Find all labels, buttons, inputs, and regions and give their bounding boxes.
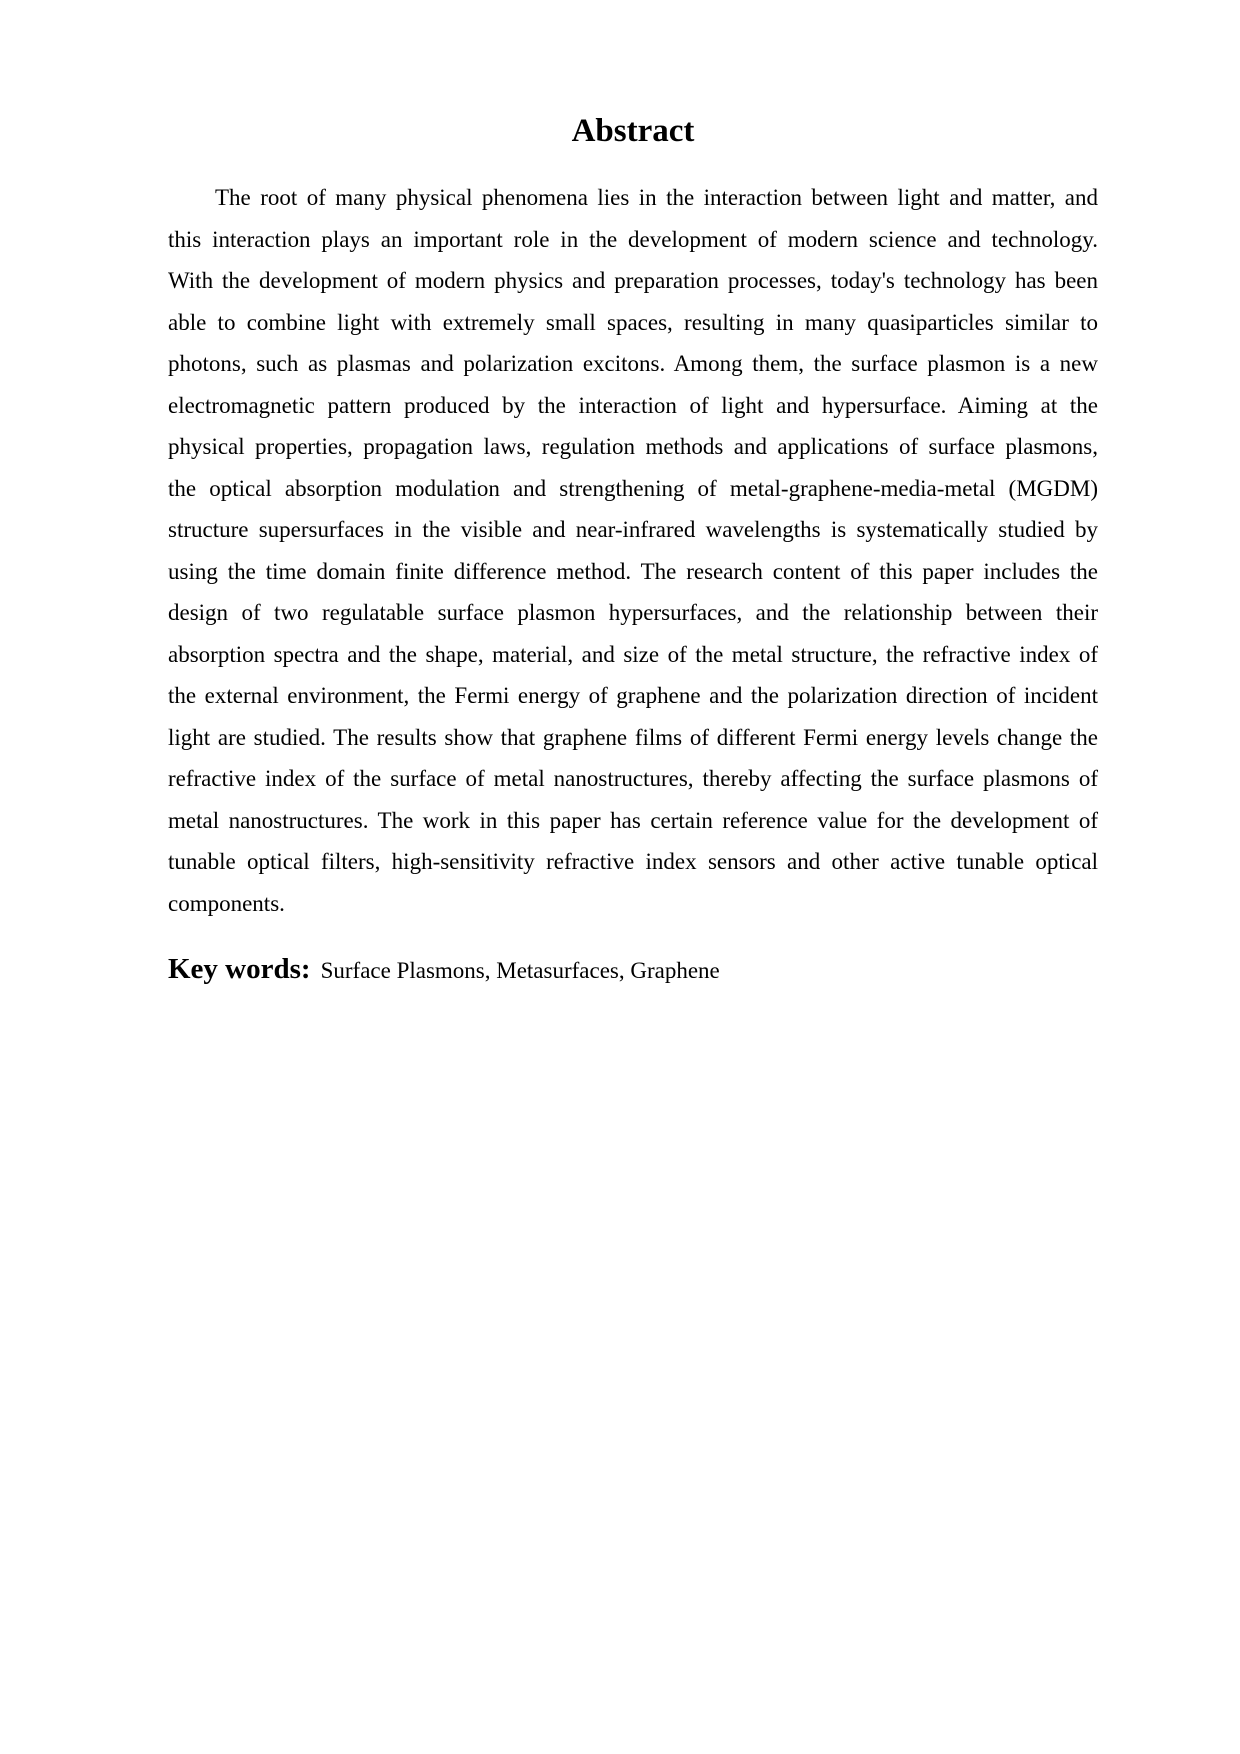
- paragraph-line: this interaction plays an important role in the development of modern science and technology.: [168, 226, 1098, 252]
- paragraph-line: design of two regulatable surface plasmon hypersurfaces, and the relationship between their: [168, 600, 1098, 625]
- paragraph-line: light are studied. The results show that graphene films of different Fermi energy levels change the: [168, 724, 1098, 750]
- paragraph-line: the external environment, the Fermi energy of graphene and the polarization direction of incident: [168, 683, 1098, 708]
- paragraph-line: With the development of modern physics and preparation processes, today's technology has been: [168, 268, 1098, 293]
- page-title: Abstract: [571, 113, 695, 149]
- paragraph-line: using the time domain finite difference method. The research content of this paper includes the: [168, 558, 1098, 584]
- paragraph-line: The root of many physical phenomena lies in the interaction between light and matter, and: [215, 185, 1098, 210]
- keywords-label: Key words:: [168, 953, 311, 985]
- paragraph-line: components.: [168, 890, 285, 916]
- keywords-line: [168, 948, 1098, 992]
- abstract-paragraph: [168, 177, 1098, 924]
- paragraph-line: tunable optical filters, high-sensitivity refractive index sensors and other active tunable optical: [168, 849, 1098, 874]
- keywords-text: Surface Plasmons, Metasurfaces, Graphene: [320, 958, 720, 983]
- paragraph-line: able to combine light with extremely small spaces, resulting in many quasiparticles similar to: [168, 309, 1098, 335]
- paragraph-line: the optical absorption modulation and strengthening of metal-graphene-media-metal (MGDM): [168, 475, 1098, 501]
- paragraph-line: refractive index of the surface of metal nanostructures, thereby affecting the surface plasmons of: [168, 766, 1098, 791]
- paragraph-line: metal nanostructures. The work in this paper has certain reference value for the development of: [168, 807, 1098, 833]
- paragraph-line: physical properties, propagation laws, regulation methods and applications of surface plasmons,: [168, 434, 1098, 459]
- paragraph-line: structure supersurfaces in the visible and near-infrared wavelengths is systematically studied by: [168, 517, 1098, 542]
- paragraph-line: electromagnetic pattern produced by the interaction of light and hypersurface. Aiming at the: [168, 392, 1098, 418]
- paragraph-line: photons, such as plasmas and polarization excitons. Among them, the surface plasmon is a new: [168, 351, 1098, 376]
- page-content: [168, 0, 1098, 992]
- paragraph-line: absorption spectra and the shape, material, and size of the metal structure, the refractive index of: [168, 641, 1098, 667]
